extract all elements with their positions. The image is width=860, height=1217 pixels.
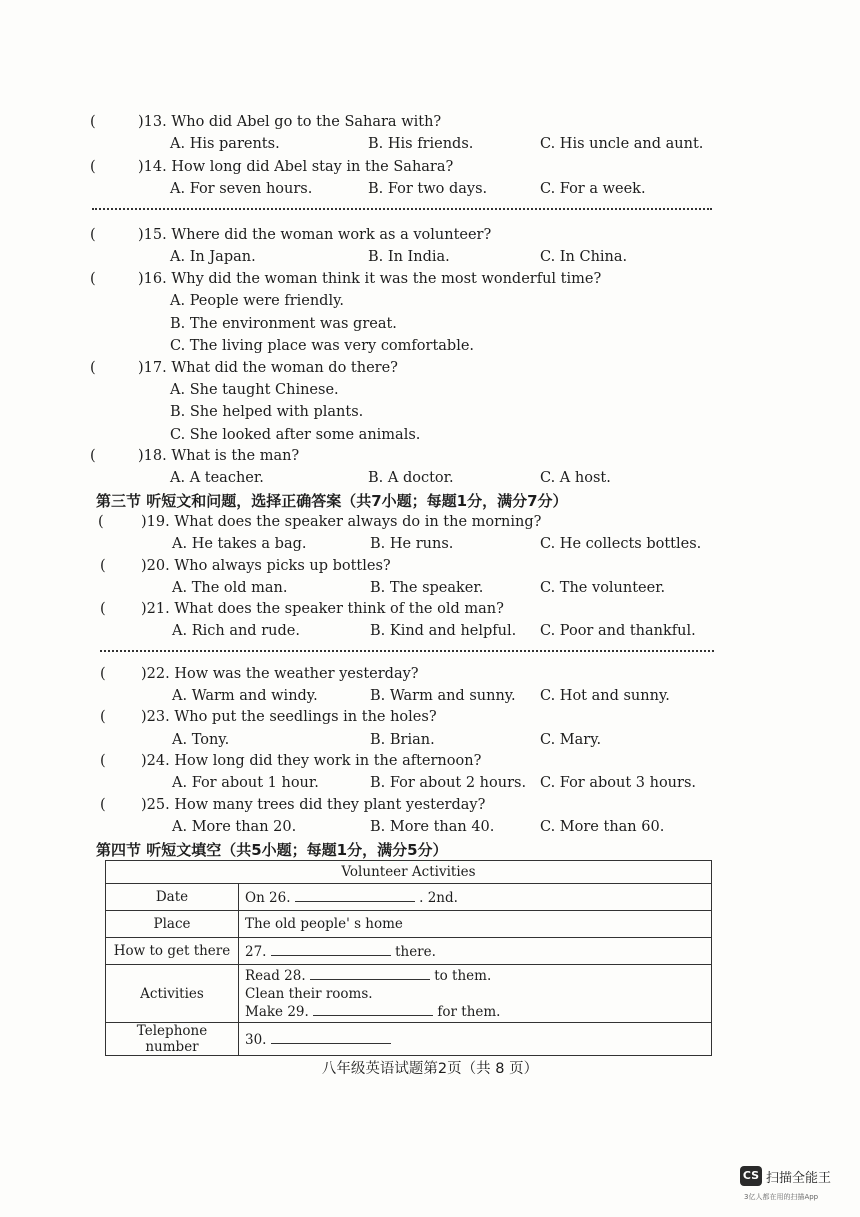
option-c: C. The living place was very comfortable. bbox=[170, 338, 475, 354]
option-b: B. She helped with plants. bbox=[170, 404, 364, 420]
answer-paren: ( bbox=[100, 797, 106, 813]
page-footer: 八年级英语试题第2页（共 8 页） bbox=[321, 1061, 539, 1077]
how-cell: 27. there. bbox=[239, 938, 712, 965]
dotted-divider bbox=[100, 650, 714, 652]
table-title: Volunteer Activities bbox=[106, 861, 712, 884]
option-a: A. Tony. bbox=[172, 732, 230, 748]
fill-blank-28[interactable] bbox=[310, 967, 430, 980]
answer-paren: ( bbox=[90, 448, 96, 464]
section-4-heading: 第四节 听短文填空（共5小题；每题1分，满分5分） bbox=[96, 841, 448, 859]
option-b: B. He runs. bbox=[370, 536, 454, 552]
option-c: C. His uncle and aunt. bbox=[540, 136, 704, 152]
activities-label: Activities bbox=[106, 965, 239, 1023]
option-b: B. Kind and helpful. bbox=[370, 623, 517, 639]
option-a: A. His parents. bbox=[170, 136, 280, 152]
table-row bbox=[106, 911, 712, 938]
option-a: A. For about 1 hour. bbox=[172, 775, 319, 791]
option-c: C. Poor and thankful. bbox=[540, 623, 696, 639]
question-text: )24. How long did they work in the afternoon? bbox=[141, 753, 482, 769]
option-a: A. Rich and rude. bbox=[172, 623, 300, 639]
app-name: 扫描全能王 bbox=[766, 1171, 832, 1186]
how-label: How to get there bbox=[106, 938, 239, 965]
option-b: B. A doctor. bbox=[368, 470, 454, 486]
activities-cell: Read 28. to them. Clean their rooms. Make 29. for them. bbox=[239, 965, 712, 1023]
option-a: A. For seven hours. bbox=[170, 181, 313, 197]
answer-paren: ( bbox=[100, 709, 106, 725]
question-text: )13. Who did Abel go to the Sahara with? bbox=[138, 114, 442, 130]
date-label: Date bbox=[106, 884, 239, 911]
question-text: )25. How many trees did they plant yesterday? bbox=[141, 797, 486, 813]
option-c: C. For about 3 hours. bbox=[540, 775, 696, 791]
question-text: )20. Who always picks up bottles? bbox=[141, 558, 391, 574]
option-c: C. For a week. bbox=[540, 181, 646, 197]
telephone-cell: 30. bbox=[239, 1023, 712, 1056]
option-b: B. In India. bbox=[368, 249, 450, 265]
date-cell: On 26. . 2nd. bbox=[239, 884, 712, 911]
question-text: )19. What does the speaker always do in the morning? bbox=[141, 514, 542, 530]
option-b: B. Warm and sunny. bbox=[370, 688, 516, 704]
option-c: C. In China. bbox=[540, 249, 628, 265]
option-c: C. She looked after some animals. bbox=[170, 427, 421, 443]
option-a: A. She taught Chinese. bbox=[170, 382, 339, 398]
option-a: A. He takes a bag. bbox=[172, 536, 307, 552]
option-c: C. He collects bottles. bbox=[540, 536, 702, 552]
option-a: A. A teacher. bbox=[170, 470, 264, 486]
table-row bbox=[106, 965, 712, 1023]
answer-paren: ( bbox=[90, 360, 96, 376]
table-row bbox=[106, 1023, 712, 1056]
fill-blank-26[interactable] bbox=[295, 889, 415, 902]
option-a: A. The old man. bbox=[172, 580, 288, 596]
option-a: A. More than 20. bbox=[172, 819, 297, 835]
section-3-heading: 第三节 听短文和问题，选择正确答案（共7小题；每题1分，满分7分） bbox=[96, 492, 568, 510]
table-row bbox=[106, 938, 712, 965]
answer-paren: ( bbox=[90, 227, 96, 243]
question-text: )14. How long did Abel stay in the Sahara? bbox=[138, 159, 454, 175]
answer-paren: ( bbox=[90, 271, 96, 287]
option-b: B. For two days. bbox=[368, 181, 488, 197]
fill-blank-27[interactable] bbox=[271, 943, 391, 956]
table-row bbox=[106, 884, 712, 911]
answer-paren: ( bbox=[90, 114, 96, 130]
dotted-divider bbox=[92, 208, 712, 210]
question-text: )18. What is the man? bbox=[138, 448, 300, 464]
question-text: )15. Where did the woman work as a volunteer? bbox=[138, 227, 492, 243]
app-tagline: 3亿人都在用的扫描App bbox=[744, 1193, 819, 1201]
answer-paren: ( bbox=[100, 601, 106, 617]
option-a: A. Warm and windy. bbox=[172, 688, 318, 704]
telephone-label: Telephone number bbox=[106, 1023, 239, 1056]
option-c: C. Hot and sunny. bbox=[540, 688, 670, 704]
question-text: )21. What does the speaker think of the old man? bbox=[141, 601, 504, 617]
camscanner-logo-icon: CS bbox=[740, 1166, 762, 1186]
question-text: )22. How was the weather yesterday? bbox=[141, 666, 419, 682]
option-b: B. Brian. bbox=[370, 732, 435, 748]
answer-paren: ( bbox=[100, 753, 106, 769]
option-c: C. More than 60. bbox=[540, 819, 665, 835]
option-b: B. The speaker. bbox=[370, 580, 484, 596]
fill-blank-30[interactable] bbox=[271, 1031, 391, 1044]
answer-paren: ( bbox=[100, 666, 106, 682]
option-c: C. Mary. bbox=[540, 732, 602, 748]
answer-paren: ( bbox=[90, 159, 96, 175]
question-text: )23. Who put the seedlings in the holes? bbox=[141, 709, 437, 725]
scanner-watermark bbox=[740, 1166, 840, 1206]
answer-paren: ( bbox=[98, 514, 104, 530]
answer-paren: ( bbox=[100, 558, 106, 574]
volunteer-activities-table bbox=[105, 860, 712, 1056]
option-b: B. For about 2 hours. bbox=[370, 775, 527, 791]
question-text: )16. Why did the woman think it was the most wonderful time? bbox=[138, 271, 602, 287]
question-text: )17. What did the woman do there? bbox=[138, 360, 398, 376]
option-b: B. The environment was great. bbox=[170, 316, 397, 332]
option-c: C. The volunteer. bbox=[540, 580, 666, 596]
option-b: B. More than 40. bbox=[370, 819, 495, 835]
option-b: B. His friends. bbox=[368, 136, 474, 152]
place-label: Place bbox=[106, 911, 239, 938]
option-a: A. In Japan. bbox=[170, 249, 256, 265]
option-a: A. People were friendly. bbox=[170, 293, 344, 309]
place-value: The old people' s home bbox=[239, 911, 712, 938]
fill-blank-29[interactable] bbox=[313, 1003, 433, 1016]
option-c: C. A host. bbox=[540, 470, 611, 486]
